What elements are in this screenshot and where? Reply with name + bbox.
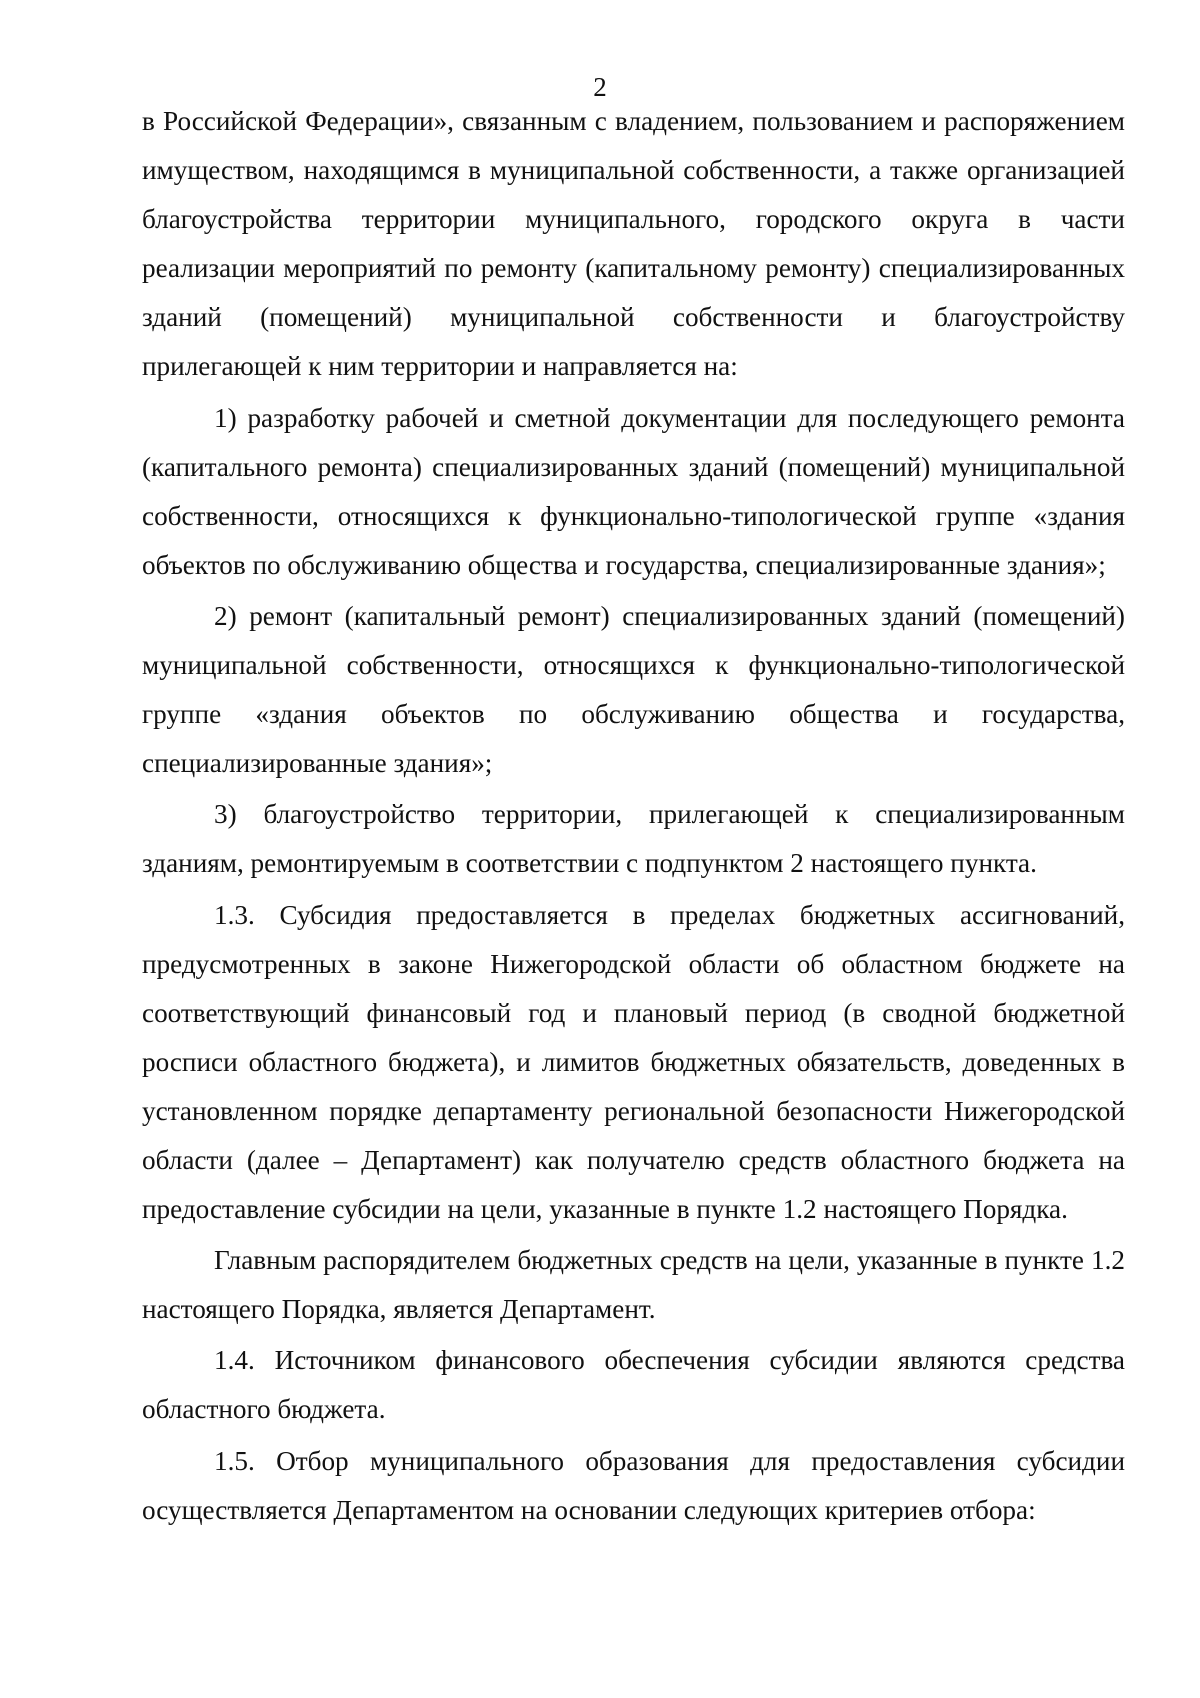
paragraph-continuation: в Российской Федерации», связанным с владением, пользованием и распоряжением имуществом, находящимся в муниципальной собственности, а также организацией благоустройства территории муниципального, городского округа в части реализации мероприятий по ремонту (капитальному ремонту) специализированных зданий (помещений) муниципальной собственности и благоустройству прилегающей к ним территории и направляется на: (142, 106, 1125, 382)
paragraph-clause-1-4: 1.4. Источником финансового обеспечения субсидии являются средства областного бюджета. (142, 1345, 1125, 1425)
page-number: 2 (593, 72, 607, 102)
paragraph-clause-1-3: 1.3. Субсидия предоставляется в пределах бюджетных ассигнований, предусмотренных в законе Нижегородской области об областном бюджете на соответствующий финансовый год и плановый период (в сводной бюджетной росписи областного бюджета), и лимитов бюджетных обязательств, доведенных в установленном порядке департаменту региональной безопасности Нижегородской области (далее – Департамент) как получателю средств областного бюджета на предоставление субсидии на цели, указанные в пункте 1.2 настоящего Порядка. (142, 899, 1125, 1225)
paragraph-clause-1-5: 1.5. Отбор муниципального образования для предоставления субсидии осуществляется Департаментом на основании следующих критериев отбора: (142, 1445, 1125, 1525)
paragraph-main-administrator: Главным распорядителем бюджетных средств на цели, указанные в пункте 1.2 настоящего Порядка, является Департамент. (142, 1245, 1125, 1325)
paragraph-item-2: 2) ремонт (капитальный ремонт) специализированных зданий (помещений) муниципальной собственности, относящихся к функционально-типологической группе «здания объектов по обслуживанию общества и государства, специализированные здания»; (142, 600, 1125, 779)
document-body (142, 97, 1125, 1537)
paragraph-item-3: 3) благоустройство территории, прилегающей к специализированным зданиям, ремонтируемым в соответствии с подпунктом 2 настоящего пункта. (142, 799, 1125, 879)
paragraph-item-1: 1) разработку рабочей и сметной документации для последующего ремонта (капитального ремонта) специализированных зданий (помещений) муниципальной собственности, относящихся к функционально-типологической группе «здания объектов по обслуживанию общества и государства, специализированные здания»; (142, 402, 1125, 580)
